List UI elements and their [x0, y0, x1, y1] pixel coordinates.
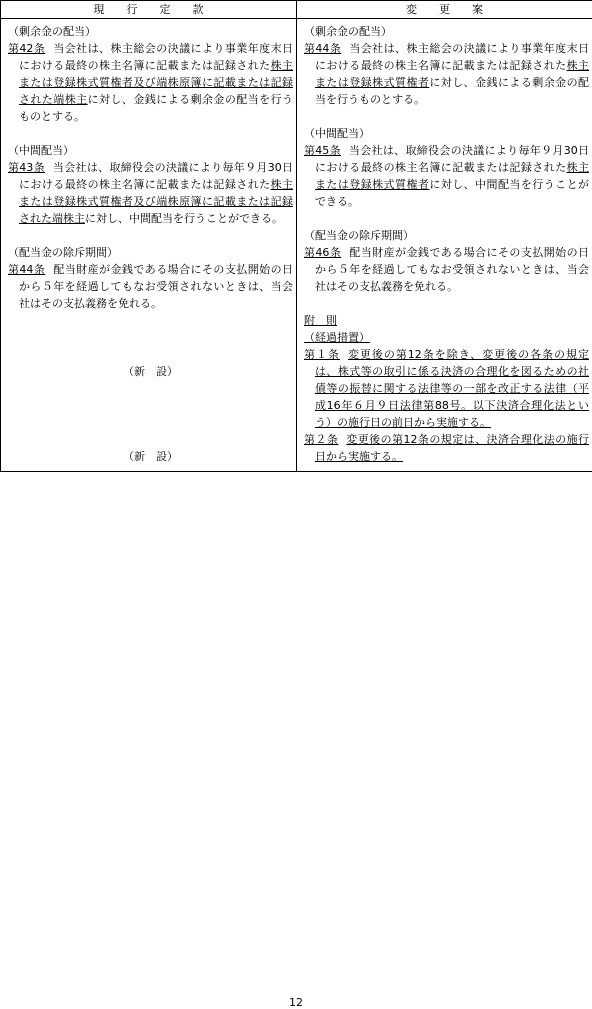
article-body-tail: に対し、金銭による剰余金の配当を行うものとする。 — [315, 76, 589, 106]
changed-text: 株主または登録株式質権者及び端株原簿に記載または記録された端株主 — [19, 178, 293, 225]
supplementary-title: 附 則 — [304, 312, 589, 329]
header-row — [1, 1, 592, 19]
current-column — [1, 19, 297, 472]
article-number: 第45条 — [304, 144, 341, 157]
section-heading: （中間配当） — [8, 142, 293, 159]
article-body: 当会社は、株主総会の決議により事業年度末日における最終の株主名簿に記載または記録された — [19, 42, 293, 72]
article-body: 変更後の第12条の規定は、決済合理化法の施行日から実施する。 — [315, 433, 589, 463]
article-body-tail: に対し、中間配当を行うことができる。 — [85, 212, 283, 225]
article-number: 第42条 — [8, 42, 45, 55]
section-heading: （中間配当） — [304, 125, 589, 142]
body-row — [1, 19, 592, 472]
supplementary-article-2 — [304, 431, 589, 465]
article-text — [8, 40, 293, 125]
article-body-tail: に対し、中間配当を行うことができる。 — [315, 178, 589, 208]
article-text — [304, 244, 589, 295]
article-number: 第１条 — [304, 348, 340, 361]
new-provision-note-2: （新 設） — [8, 448, 293, 465]
supplementary-provisions — [304, 312, 589, 465]
proposed-interim-dividend-section — [304, 125, 589, 210]
article-text — [304, 40, 589, 108]
proposed-column — [297, 19, 592, 472]
article-body: 配当財産が金銭である場合にその支払開始の日から５年を経過してもなお受領されないときは、当会社はその支払義務を免れる。 — [315, 246, 589, 293]
new-provision-note-1: （新 設） — [8, 363, 293, 380]
article-text — [304, 142, 589, 210]
article-body: 当会社は、株主総会の決議により事業年度末日における最終の株主名簿に記載または記録された — [315, 42, 589, 72]
article-number: 第44条 — [304, 42, 341, 55]
proposed-exclusion-period-section — [304, 227, 589, 295]
current-dividend-section — [8, 23, 293, 125]
article-body: 変更後の第12条を除き、変更後の各条の規定は、株式等の取引に係る決済の合理化を図るための社債等の振替に関する法律等の一部を改正する法律（平成16年６月９日法律第88号。以下決済合理化法という）の施行日の前日から実施する。 — [315, 348, 589, 429]
changed-text: 株主または登録株式質権者及び端株原簿に記載または記録された端株主 — [19, 59, 293, 106]
supplementary-article-1 — [304, 346, 589, 431]
article-body: 当会社は、取締役会の決議により毎年９月30日における最終の株主名簿に記載または記録された — [315, 144, 589, 174]
section-heading: （剰余金の配当） — [304, 23, 589, 40]
comparison-table — [0, 0, 592, 472]
current-interim-dividend-section — [8, 142, 293, 227]
article-number: 第44条 — [8, 263, 45, 276]
supplementary-subheading: （経過措置） — [304, 329, 589, 346]
changed-text: 株主または登録株式質権者 — [315, 59, 589, 89]
section-heading: （配当金の除斥期間） — [304, 227, 589, 244]
current-exclusion-period-section — [8, 244, 293, 312]
article-number: 第２条 — [304, 433, 338, 446]
article-body: 当会社は、取締役会の決議により毎年９月30日における最終の株主名簿に記載または記録された — [19, 161, 293, 191]
article-text — [8, 261, 293, 312]
article-number: 第46条 — [304, 246, 341, 259]
changed-text: 株主または登録株式質権者 — [315, 161, 589, 191]
article-body-tail: に対し、金銭による剰余金の配当を行うものとする。 — [19, 93, 293, 123]
section-heading: （剰余金の配当） — [8, 23, 293, 40]
article-body: 配当財産が金銭である場合にその支払開始の日から５年を経過してもなお受領されないときは、当会社はその支払義務を免れる。 — [19, 263, 293, 310]
proposed-dividend-section — [304, 23, 589, 108]
header-current: 現行定款 — [1, 1, 297, 19]
article-number: 第43条 — [8, 161, 45, 174]
article-text — [8, 159, 293, 227]
page-number: 12 — [0, 996, 592, 1009]
section-heading: （配当金の除斥期間） — [8, 244, 293, 261]
header-proposed: 変更案 — [297, 1, 592, 19]
